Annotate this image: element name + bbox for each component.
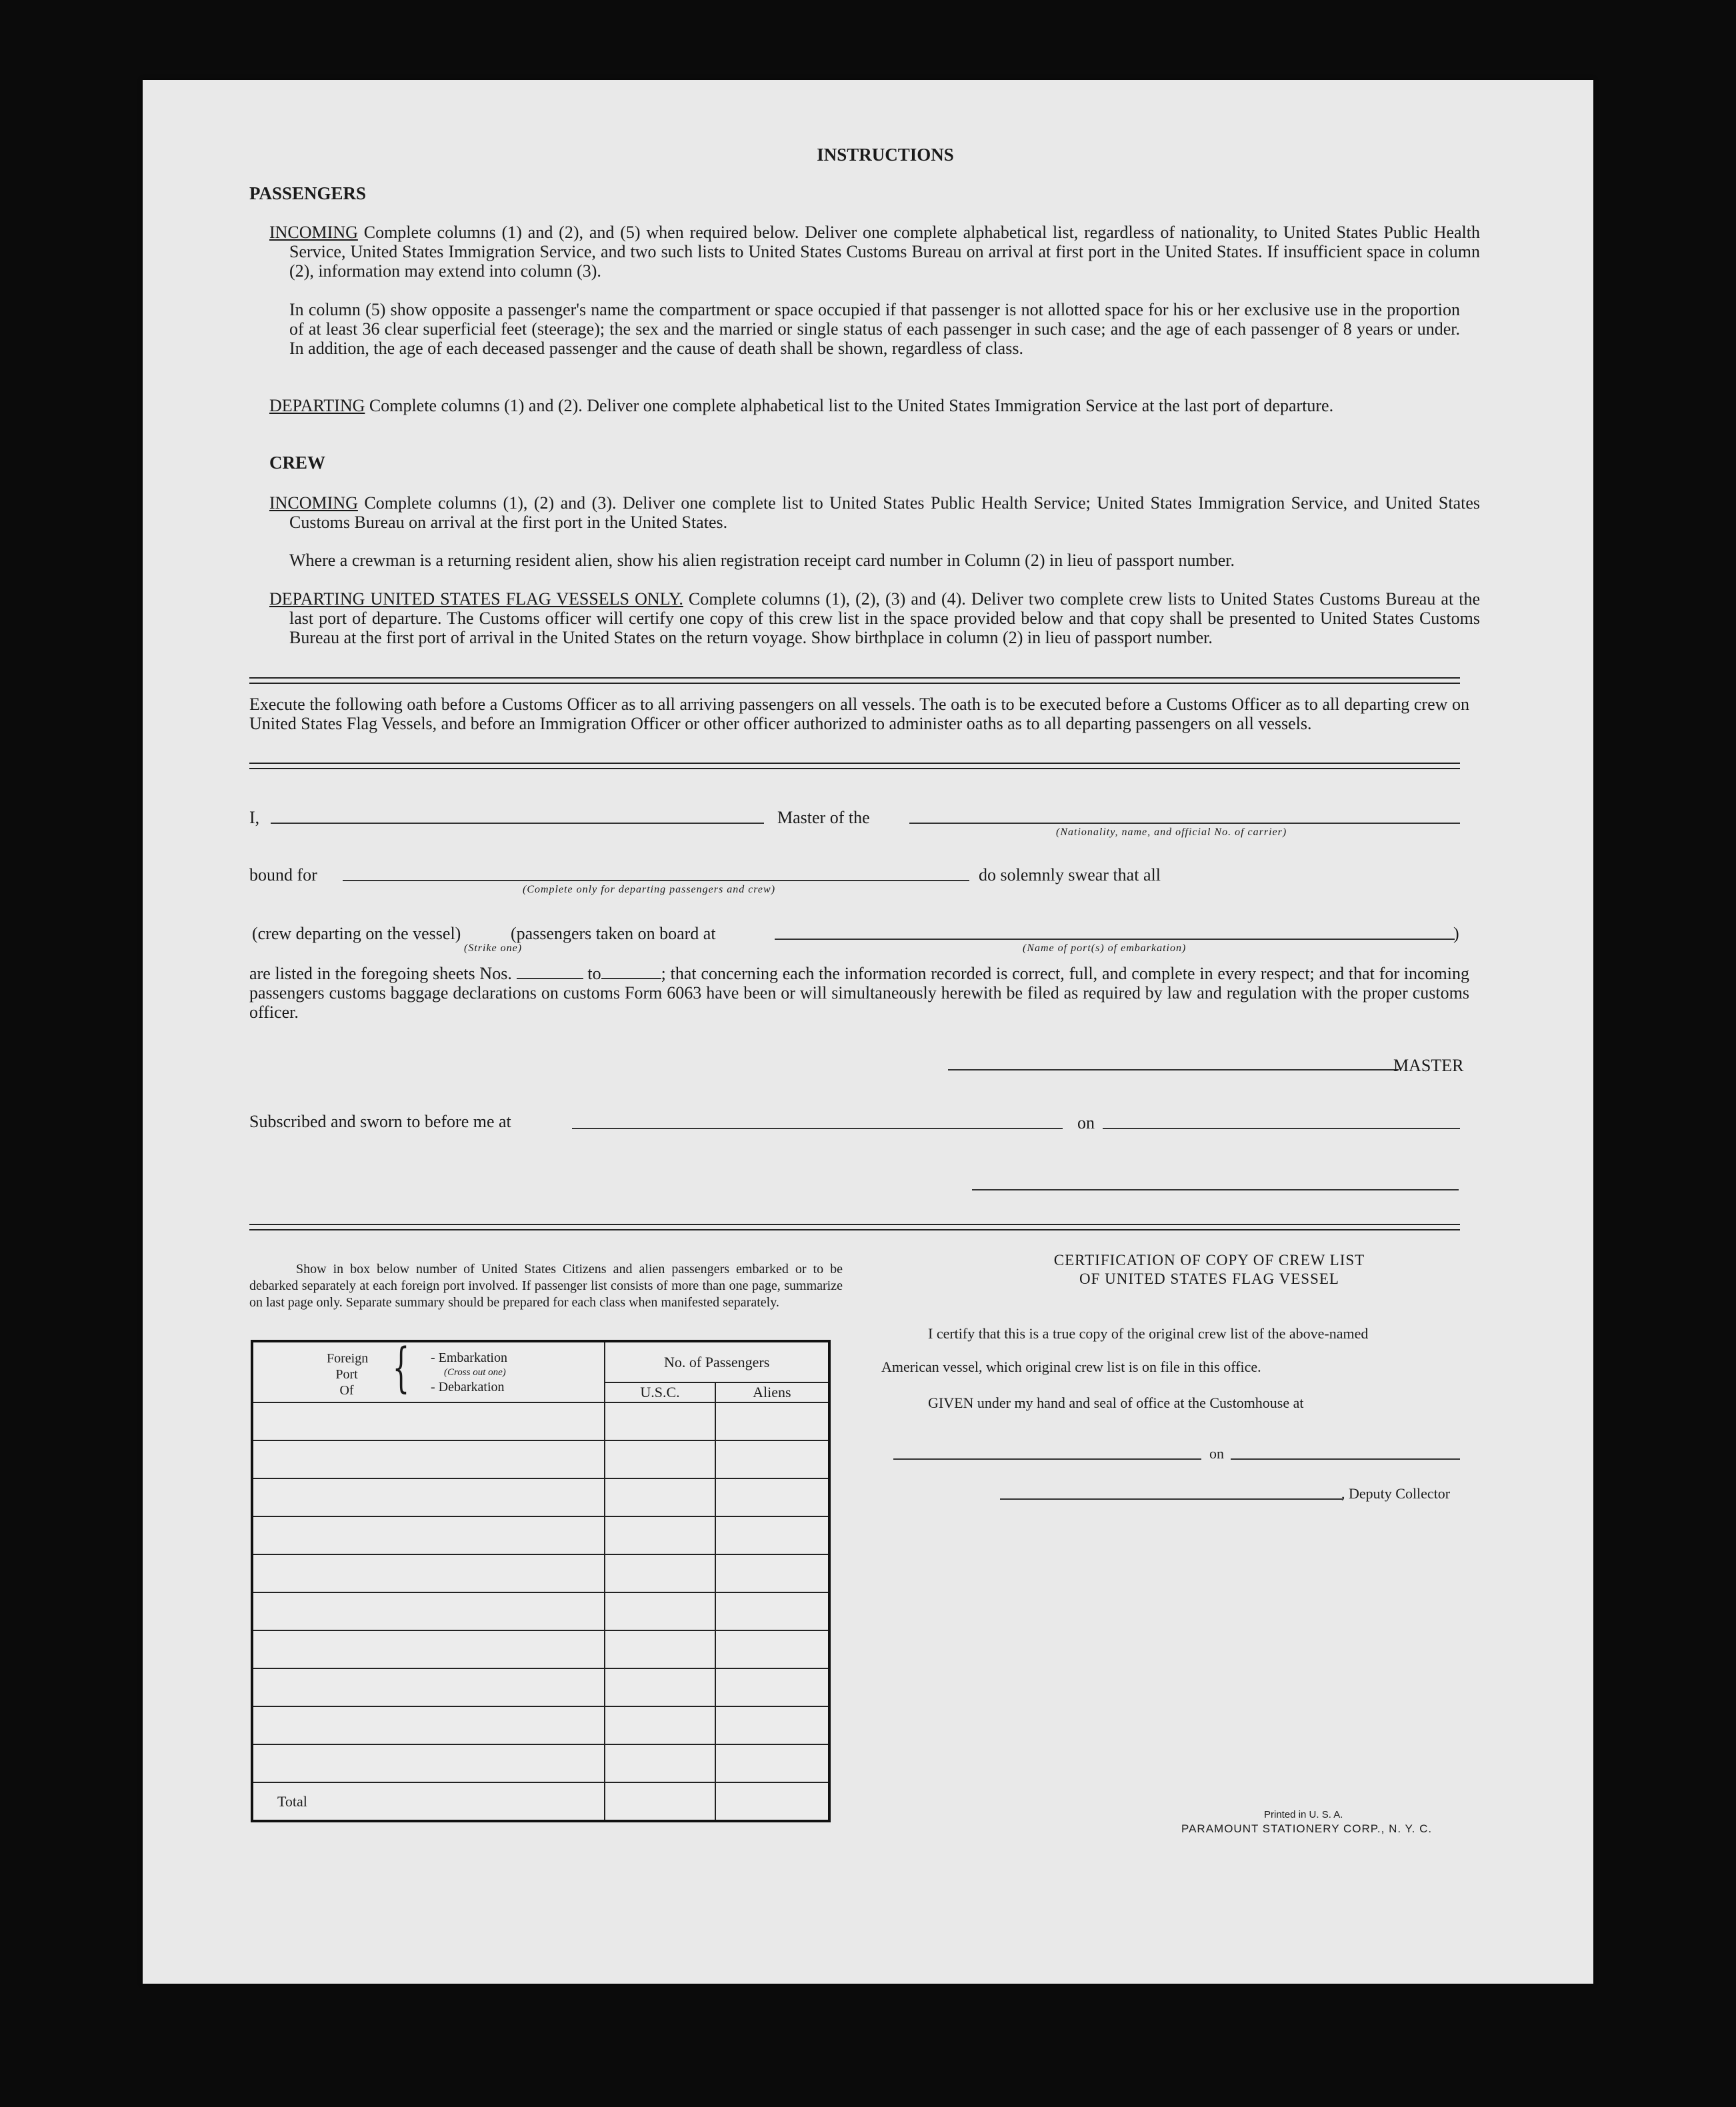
- sworn-location-field[interactable]: [572, 1128, 1063, 1129]
- officer-signature-field[interactable]: [972, 1189, 1459, 1190]
- section-divider: [249, 677, 1460, 684]
- listed-to: to: [587, 964, 601, 983]
- aliens-cell[interactable]: [715, 1516, 829, 1554]
- summary-note: Show in box below number of United States Citizens and alien passengers embarked or to be debarked separately at each foreign port involved. If passenger list consists of more than one page, summarize on last page only. Separate summary should be prepared for each class when manifested separately.: [249, 1262, 843, 1310]
- passengers-taken-option[interactable]: (passengers taken on board at: [511, 924, 716, 943]
- table-row: [252, 1706, 829, 1744]
- port-cell[interactable]: [252, 1592, 605, 1630]
- crew-incoming-label: INCOMING: [269, 493, 358, 513]
- printed-in-usa: Printed in U. S. A.: [1264, 1809, 1343, 1820]
- usc-cell[interactable]: [605, 1516, 715, 1554]
- table-row: [252, 1668, 829, 1706]
- certification-title-2: OF UNITED STATES FLAG VESSEL: [1079, 1270, 1339, 1287]
- crew-departing-text: Complete columns (1), (2), (3) and (4). Deliver two complete crew lists to United States Customs Bureau at the last port of departure. The Customs officer will certify one copy of this crew list in the space provided below and that copy shall be presented to United States Customs Bureau at the first port of arrival in the United States on the return voyage. Show birthplace in column (2) in lieu of passport number.: [289, 589, 1480, 647]
- port-cell[interactable]: [252, 1668, 605, 1706]
- passengers-incoming-paragraph: [269, 223, 1480, 281]
- brace-icon: {: [392, 1336, 410, 1398]
- port-header-cell: [252, 1336, 605, 1402]
- cert-date-field[interactable]: [1231, 1458, 1460, 1460]
- usc-cell[interactable]: [605, 1554, 715, 1592]
- aliens-cell[interactable]: [715, 1668, 829, 1706]
- table-row: [252, 1440, 829, 1478]
- carrier-caption: (Nationality, name, and official No. of carrier): [1056, 827, 1287, 838]
- american-vessel-text: American vessel, which original crew list is on file in this office.: [881, 1358, 1261, 1375]
- port-cell[interactable]: [252, 1478, 605, 1516]
- usc-total-cell[interactable]: [605, 1782, 715, 1821]
- aliens-cell[interactable]: [715, 1402, 829, 1440]
- oath-divider: [249, 763, 1460, 769]
- table-row: [252, 1592, 829, 1630]
- subscribed-label: Subscribed and sworn to before me at: [249, 1112, 511, 1131]
- usc-header: U.S.C.: [605, 1382, 715, 1402]
- crew-departing-paragraph: [269, 589, 1480, 647]
- port-cell[interactable]: [252, 1516, 605, 1554]
- usc-cell[interactable]: [605, 1440, 715, 1478]
- port-cell[interactable]: [252, 1554, 605, 1592]
- oath-i-label: I,: [249, 808, 260, 827]
- no-passengers-header: No. of Passengers: [605, 1341, 829, 1382]
- port-cell[interactable]: [252, 1706, 605, 1744]
- aliens-cell[interactable]: [715, 1440, 829, 1478]
- certify-text: I certify that this is a true copy of the original crew list of the above-named: [928, 1325, 1369, 1342]
- departing-caption: (Complete only for departing passengers and crew): [523, 884, 776, 895]
- certification-title-1: CERTIFICATION OF COPY OF CREW LIST: [1053, 1252, 1365, 1268]
- sworn-date-field[interactable]: [1103, 1128, 1460, 1129]
- passengers-departing-text: Complete columns (1) and (2). Deliver one complete alphabetical list to the United States Immigration Service at the last port of departure.: [365, 396, 1334, 415]
- deputy-signature-field[interactable]: [1000, 1498, 1343, 1500]
- port-label-group: [327, 1350, 367, 1398]
- ports-caption: (Name of port(s) of embarkation): [1023, 943, 1187, 954]
- passengers-column5-paragraph: In column (5) show opposite a passenger's name the compartment or space occupied if that passenger is not allotted space for his or her exclusive use in the proportion of at least 36 clear superficial feet (steerage); the sex and the married or single status of each passenger in such case; and the age of each passenger of 8 years or under. In addition, the age of each deceased passenger and the cause of death shall be shown, regardless of class.: [289, 300, 1460, 358]
- debarkation-option[interactable]: - Debarkation: [431, 1380, 505, 1394]
- total-label: Total: [252, 1782, 605, 1821]
- aliens-cell[interactable]: [715, 1592, 829, 1630]
- aliens-cell[interactable]: [715, 1744, 829, 1782]
- embarkation-option[interactable]: - Embarkation: [431, 1350, 507, 1365]
- usc-cell[interactable]: [605, 1402, 715, 1440]
- passengers-heading: PASSENGERS: [249, 183, 367, 203]
- embarkation-ports-field[interactable]: [775, 939, 1455, 940]
- listed-prefix: are listed in the foregoing sheets Nos.: [249, 964, 512, 983]
- aliens-total-cell[interactable]: [715, 1782, 829, 1821]
- lower-divider: [249, 1224, 1460, 1230]
- crew-incoming-paragraph: [269, 493, 1480, 532]
- passengers-departing-paragraph: [269, 396, 1480, 415]
- carrier-field[interactable]: [909, 823, 1460, 824]
- usc-cell[interactable]: [605, 1668, 715, 1706]
- port-cell[interactable]: [252, 1630, 605, 1668]
- cert-on-label: on: [1209, 1445, 1224, 1462]
- crew-resident-paragraph: Where a crewman is a returning resident alien, show his alien registration receipt card number in Column (2) in lieu of passport number.: [289, 551, 1235, 570]
- passenger-summary-table: [251, 1336, 831, 1822]
- close-paren: ): [1453, 924, 1459, 943]
- deputy-collector-label: , Deputy Collector: [1341, 1485, 1451, 1502]
- table-row: [252, 1630, 829, 1668]
- printer-name: PARAMOUNT STATIONERY CORP., N. Y. C.: [1181, 1822, 1433, 1835]
- table-row: [252, 1478, 829, 1516]
- table-row: [252, 1554, 829, 1592]
- port-label: Port: [335, 1367, 358, 1382]
- bound-for-field[interactable]: [343, 880, 969, 881]
- usc-cell[interactable]: [605, 1744, 715, 1782]
- oath-intro-paragraph: Execute the following oath before a Customs Officer as to all arriving passengers on all vessels. The oath is to be executed before a Customs Officer as to all departing crew on United States Flag Vessels, and before an Immigration Officer or other officer authorized to administer oaths as to all departing passengers on all vessels.: [249, 695, 1469, 733]
- port-cell[interactable]: [252, 1440, 605, 1478]
- bound-for-label: bound for: [249, 865, 317, 885]
- sheet-from-field[interactable]: [517, 966, 583, 979]
- listed-paragraph: [249, 964, 1469, 1022]
- port-cell[interactable]: [252, 1402, 605, 1440]
- embark-options: [431, 1350, 507, 1394]
- sworn-on-label: on: [1077, 1113, 1095, 1132]
- document-page: [143, 80, 1593, 1984]
- usc-cell[interactable]: [605, 1630, 715, 1668]
- departing-label: DEPARTING: [269, 396, 365, 415]
- usc-cell[interactable]: [605, 1706, 715, 1744]
- port-cell[interactable]: [252, 1744, 605, 1782]
- page-title: INSTRUCTIONS: [817, 145, 954, 165]
- usc-cell[interactable]: [605, 1592, 715, 1630]
- crew-departing-option[interactable]: (crew departing on the vessel): [252, 924, 461, 943]
- crew-incoming-text: Complete columns (1), (2) and (3). Deliver one complete list to United States Public Health Service; United States Immigration Service, and United States Customs Bureau on arrival at the first port in the United States.: [289, 493, 1480, 532]
- given-text: GIVEN under my hand and seal of office at the Customhouse at: [928, 1394, 1304, 1411]
- of-label: Of: [339, 1383, 354, 1398]
- foreign-label: Foreign: [327, 1351, 369, 1366]
- aliens-cell[interactable]: [715, 1478, 829, 1516]
- total-row: [252, 1782, 829, 1821]
- sheet-to-field[interactable]: [601, 966, 661, 979]
- aliens-cell[interactable]: [715, 1554, 829, 1592]
- listed-rest: ; that concerning each the information recorded is correct, full, and complete in every respect; and that for incoming passengers customs baggage declarations on customs Form 6063 have been or will simultaneously herewith be filed as required by law and regulation with the proper customs officer.: [249, 964, 1469, 1022]
- aliens-cell[interactable]: [715, 1630, 829, 1668]
- cross-out-note: (Cross out one): [444, 1367, 506, 1378]
- master-label: MASTER: [1393, 1056, 1464, 1075]
- crew-heading: CREW: [269, 453, 326, 473]
- aliens-header: Aliens: [715, 1382, 829, 1402]
- master-signature-field[interactable]: [948, 1069, 1399, 1070]
- customhouse-field[interactable]: [893, 1458, 1201, 1460]
- table-row: [252, 1516, 829, 1554]
- table-row: [252, 1744, 829, 1782]
- solemnly-swear-label: do solemnly swear that all: [979, 865, 1161, 885]
- table-row: [252, 1402, 829, 1440]
- incoming-label: INCOMING: [269, 223, 358, 242]
- usc-cell[interactable]: [605, 1478, 715, 1516]
- aliens-cell[interactable]: [715, 1706, 829, 1744]
- master-name-field[interactable]: [271, 823, 764, 824]
- master-of-the-label: Master of the: [777, 808, 870, 827]
- crew-departing-label: DEPARTING UNITED STATES FLAG VESSELS ONLY.: [269, 589, 683, 609]
- strike-one-caption: (Strike one): [464, 943, 523, 954]
- passengers-incoming-text: Complete columns (1) and (2), and (5) when required below. Deliver one complete alphabetical list, regardless of nationality, to United States Public Health Service, United States Immigration Service, and two such lists to United States Customs Bureau on arrival at first port in the United States. If insufficient space in column (2), information may extend into column (3).: [289, 223, 1480, 281]
